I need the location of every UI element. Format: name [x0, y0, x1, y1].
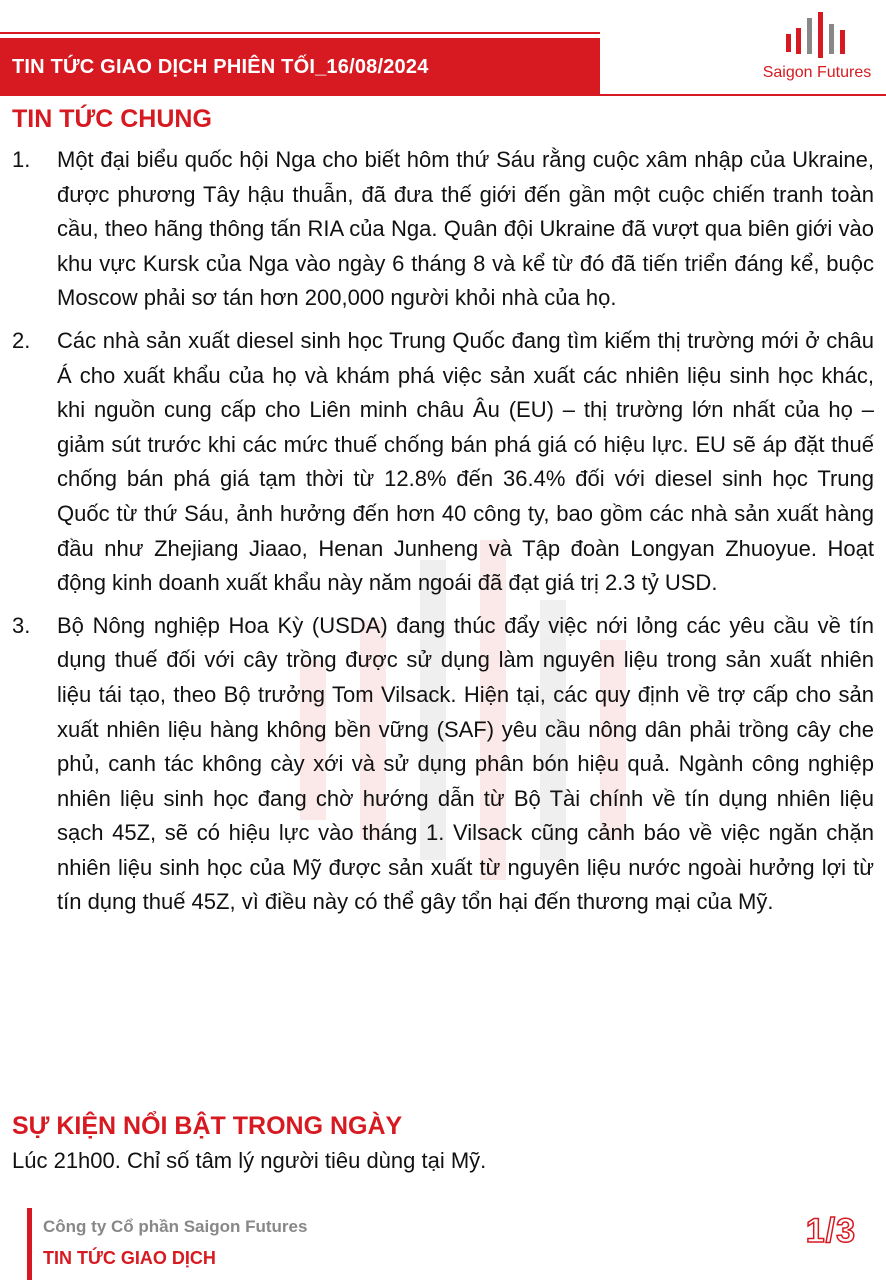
news-item	[12, 324, 874, 601]
news-item	[12, 143, 874, 316]
news-number: 1.	[12, 147, 31, 172]
news-number: 2.	[12, 327, 31, 353]
event-item: Lúc 21h00. Chỉ số tâm lý người tiêu dùng tại Mỹ.	[12, 1148, 487, 1173]
news-list	[12, 143, 874, 928]
footer-title: TIN TỨC GIAO DỊCH	[43, 1248, 216, 1268]
news-text: Các nhà sản xuất diesel sinh học Trung Quốc đang tìm kiếm thị trường mới ở châu Á cho xuất khẩu của họ và khám phá việc sản xuất các nhiên liệu sinh học khác, khi nguồn cung cấp cho Liên minh châu Âu (EU) – thị trường lớn nhất của họ – giảm sút trước khi các mức thuế chống bán phá giá có hiệu lực. EU sẽ áp đặt thuế chống bán phá giá tạm thời từ 12.8% đến 36.4% đối với diesel sinh học Trung Quốc từ thứ Sáu, ảnh hưởng đến hơn 40 công ty, bao gồm các nhà sản xuất hàng đầu như Zhejiang Jiaao, Henan Junheng và Tập đoàn Longyan Zhuoyue. Hoạt động kinh doanh xuất khẩu này năm ngoái đã đạt giá trị 2.3 tỷ USD.	[57, 327, 874, 596]
page-number: 1/3	[805, 1212, 856, 1250]
events-heading: SỰ KIỆN NỔI BẬT TRONG NGÀY	[12, 1112, 403, 1140]
news-text: Bộ Nông nghiệp Hoa Kỳ (USDA) đang thúc đẩy việc nới lỏng các yêu cầu về tín dụng thuế đối với cây trồng được sử dụng làm nguyên liệu trong sản xuất nhiên liệu tái tạo, theo Bộ trưởng Tom Vilsack. Hiện tại, các quy định về trợ cấp cho sản xuất nhiên liệu hàng không bền vững (SAF) yêu cầu nông dân phải trồng cây che phủ, canh tác không cày xới và sử dụng phân bón hiệu quả. Ngành công nghiệp nhiên liệu sinh học đang chờ hướng dẫn từ Bộ Tài chính về tín dụng nhiên liệu sạch 45Z, sẽ có hiệu lực vào tháng 1. Vilsack cũng cảnh báo về việc ngăn chặn nhiên liệu sinh học của Mỹ được sản xuất từ nguyên liệu nước ngoài hưởng lợi từ tín dụng thuế 45Z, vì điều này có thể gây tổn hại đến thương mại của Mỹ.	[57, 612, 874, 915]
news-item	[12, 609, 874, 920]
news-number: 3.	[12, 612, 31, 638]
general-news-heading: TIN TỨC CHUNG	[12, 105, 212, 133]
header-bottom-rule	[600, 94, 886, 96]
footer-company: Công ty Cổ phần Saigon Futures	[43, 1217, 308, 1236]
footer-accent-bar	[27, 1208, 32, 1280]
logo-text: Saigon Futures	[762, 64, 872, 81]
logo-bars-icon	[784, 12, 848, 58]
document-title: TIN TỨC GIAO DỊCH PHIÊN TỐI_16/08/2024	[12, 56, 429, 78]
saigon-futures-logo	[750, 8, 880, 88]
header-top-rule	[0, 32, 600, 34]
news-text: Một đại biểu quốc hội Nga cho biết hôm thứ Sáu rằng cuộc xâm nhập của Ukraine, được phương Tây hậu thuẫn, đã đưa thế giới đến gần một cuộc chiến tranh toàn cầu, theo hãng thông tấn RIA của Nga. Quân đội Ukraine đã vượt qua biên giới vào khu vực Kursk của Nga vào ngày 6 tháng 8 và kể từ đó đã tiến triển đáng kể, buộc Moscow phải sơ tán hơn 200,000 người khỏi nhà của họ.	[57, 147, 874, 311]
